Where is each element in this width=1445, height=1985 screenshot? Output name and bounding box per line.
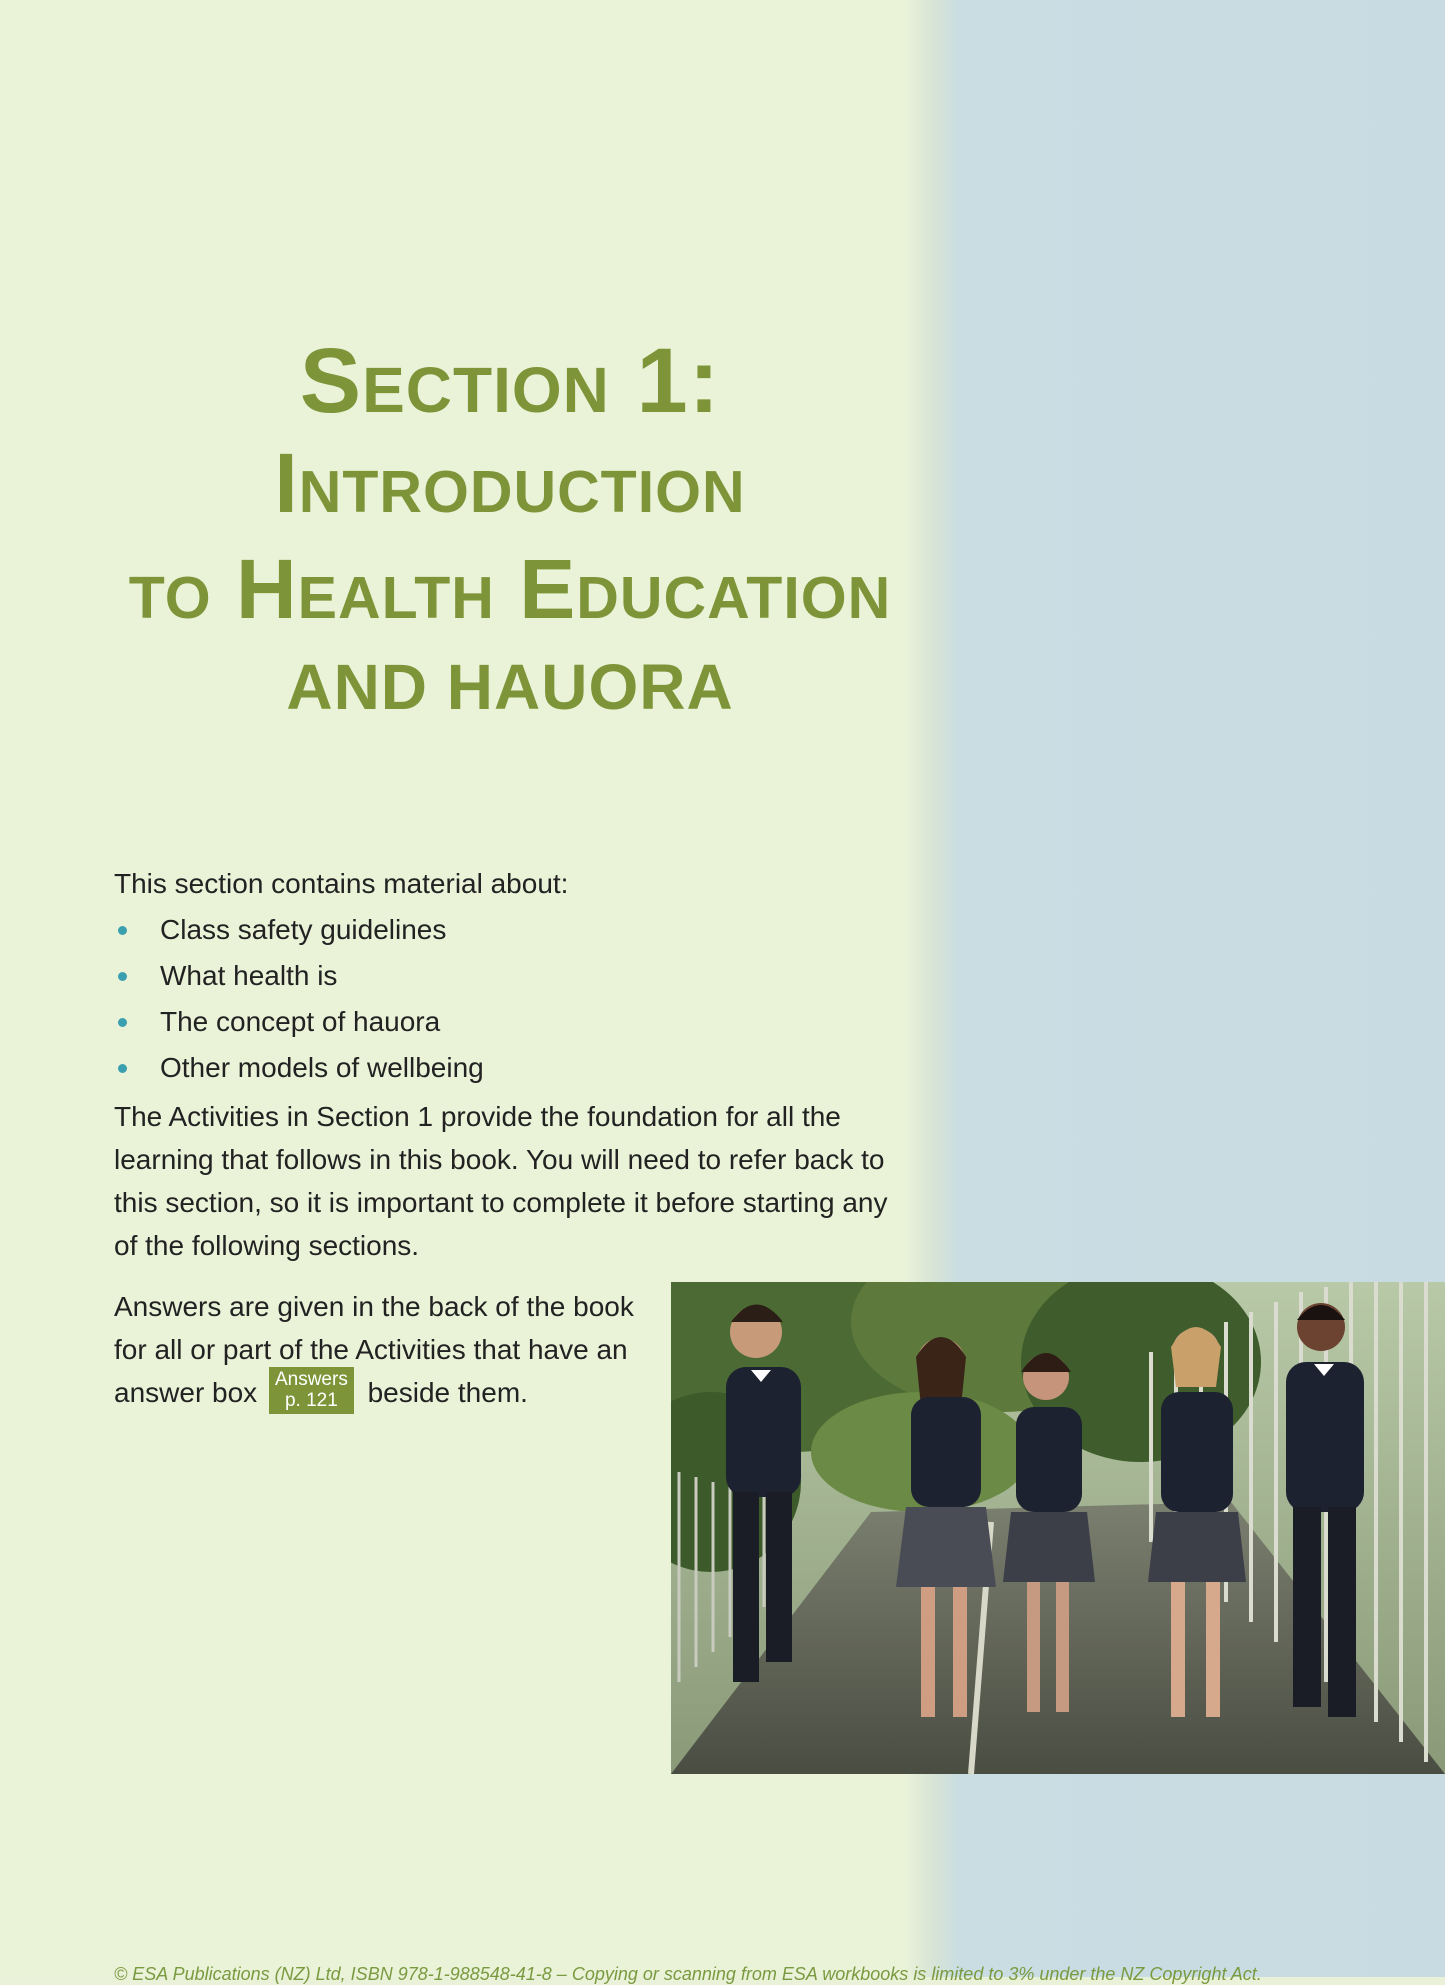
title-line-2: Introduction xyxy=(274,436,746,530)
students-photo xyxy=(671,1282,1445,1774)
title-line-1: Section 1: xyxy=(299,330,721,432)
topic-list xyxy=(114,907,914,1091)
title-line-3: to Health Education xyxy=(128,542,892,636)
list-item: Class safety guidelines xyxy=(114,907,914,953)
section-title xyxy=(110,330,910,723)
answers-badge: Answers p. 121 xyxy=(269,1367,354,1414)
title-line-4: AND HAUORA xyxy=(286,651,734,723)
copyright-footer: © ESA Publications (NZ) Ltd, ISBN 978-1-988548-41-8 – Copying or scanning from ESA workbooks is limited to 3% under the NZ Copyright Act. xyxy=(114,1964,1262,1984)
bullet-icon xyxy=(118,1018,127,1027)
bullet-icon xyxy=(118,926,127,935)
list-item: What health is xyxy=(114,953,914,999)
list-item: The concept of hauora xyxy=(114,999,914,1045)
bullet-icon xyxy=(118,972,127,981)
answers-note xyxy=(114,1285,674,1418)
answers-note-end: beside them. xyxy=(367,1377,528,1408)
foundation-paragraph: The Activities in Section 1 provide the foundation for all the learning that follows in this book. You will need to refer back to this section, so it is important to complete it before starting any of the following sections. xyxy=(114,1101,888,1261)
bullet-icon xyxy=(118,1064,127,1073)
section-body xyxy=(114,862,914,1267)
answers-note-text: Answers are given in the back of the book for all or part of the Activities that have an answer box xyxy=(114,1291,634,1408)
intro-text: This section contains material about: xyxy=(114,868,569,899)
list-item: Other models of wellbeing xyxy=(114,1045,914,1091)
